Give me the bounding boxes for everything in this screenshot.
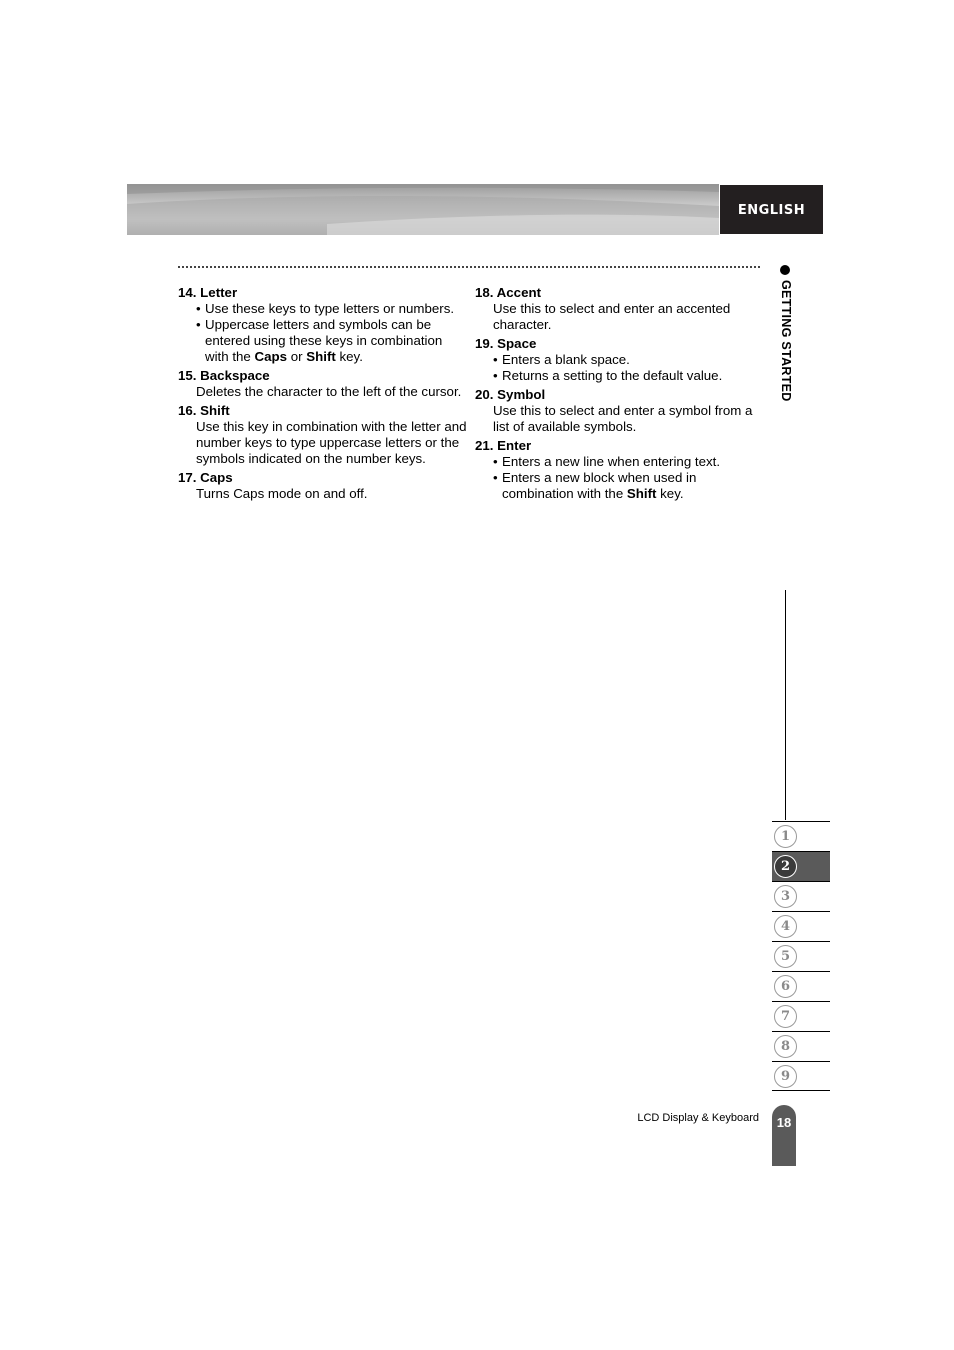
key-title: 15. Backspace: [178, 368, 270, 383]
key-title: 14. Letter: [178, 285, 238, 300]
key-title: 19. Space: [475, 336, 537, 351]
key-name-bold: Shift: [306, 349, 336, 364]
key-description-item: [178, 368, 468, 400]
key-description: Turns Caps mode on and off.: [196, 486, 368, 501]
bullet-dot: •: [493, 368, 498, 383]
bullet-dot: •: [196, 301, 201, 316]
bullet-text: Use these keys to type letters or numbers.: [205, 301, 455, 316]
key-name-bold: Caps: [254, 349, 288, 364]
chapter-number: 4: [774, 915, 797, 938]
chapter-tab-3: [772, 881, 830, 911]
bullet-dot: •: [493, 454, 498, 469]
chapter-tab-4: [772, 911, 830, 941]
bullet-text: Enters a new line when entering text.: [502, 454, 721, 469]
key-description-item: [475, 285, 765, 333]
key-description-item: [178, 470, 468, 502]
bullet-item: [178, 301, 468, 317]
chapter-number: 1: [774, 825, 797, 848]
header-banner: [127, 184, 719, 235]
key-description-item: [178, 285, 468, 365]
chapter-number: 6: [774, 975, 797, 998]
key-description-item: [475, 387, 765, 435]
bullet-text: Enters a new block when used in combination with the: [502, 470, 697, 501]
chapter-tab-9: [772, 1061, 830, 1091]
right-column: [475, 285, 765, 505]
bullet-item: [475, 454, 765, 470]
left-column: [178, 285, 468, 505]
bullet-text: Returns a setting to the default value.: [502, 368, 723, 383]
chapter-number: 9: [774, 1065, 797, 1088]
bullet-item: [475, 368, 765, 384]
chapter-number: 2: [774, 855, 797, 878]
chapter-tab-7: [772, 1001, 830, 1031]
header-swoosh-graphic: [127, 184, 719, 235]
bullet-item: [475, 470, 765, 502]
chapter-tab-1: [772, 821, 830, 851]
bullet-text: key.: [656, 486, 684, 501]
key-description: Use this to select and enter an accented character.: [493, 301, 731, 332]
bullet-text: or: [287, 349, 307, 364]
chapter-tabs: [772, 821, 830, 1091]
footer-section-title: LCD Display & Keyboard: [637, 1112, 759, 1124]
key-title: 21. Enter: [475, 438, 532, 453]
key-description-item: [178, 403, 468, 467]
chapter-tab-6: [772, 971, 830, 1001]
chapter-number: 5: [774, 945, 797, 968]
chapter-tab-8: [772, 1031, 830, 1061]
side-divider-line: [785, 590, 786, 820]
chapter-number: 7: [774, 1005, 797, 1028]
bullet-text: Uppercase letters and symbols can be entered using these keys in combination with the: [205, 317, 443, 364]
key-title: 18. Accent: [475, 285, 542, 300]
bullet-item: [475, 352, 765, 368]
key-description-item: [475, 438, 765, 502]
chapter-number: 3: [774, 885, 797, 908]
bullet-dot: •: [493, 352, 498, 367]
section-bullet-icon: [780, 265, 790, 275]
key-description: Use this key in combination with the letter and number keys to type uppercase letters or the symbols indicated on the number keys.: [196, 419, 467, 466]
chapter-tab-5: [772, 941, 830, 971]
dotted-divider: [178, 266, 760, 268]
key-description-item: [475, 336, 765, 384]
key-description: Deletes the character to the left of the cursor.: [196, 384, 462, 399]
chapter-number: 8: [774, 1035, 797, 1058]
key-name-bold: Shift: [626, 486, 657, 501]
language-tab: ENGLISH: [720, 185, 823, 234]
section-label: GETTING STARTED: [779, 280, 793, 402]
bullet-item: [178, 317, 468, 365]
bullet-dot: •: [196, 317, 201, 332]
bullet-text: key.: [335, 349, 363, 364]
key-title: 20. Symbol: [475, 387, 546, 402]
key-description: Use this to select and enter a symbol from a list of available symbols.: [493, 403, 753, 434]
bullet-text: Enters a blank space.: [502, 352, 630, 367]
key-title: 16. Shift: [178, 403, 230, 418]
chapter-tab-2: [772, 851, 830, 881]
page-number: 18: [772, 1105, 796, 1166]
key-title: 17. Caps: [178, 470, 233, 485]
bullet-dot: •: [493, 470, 498, 485]
